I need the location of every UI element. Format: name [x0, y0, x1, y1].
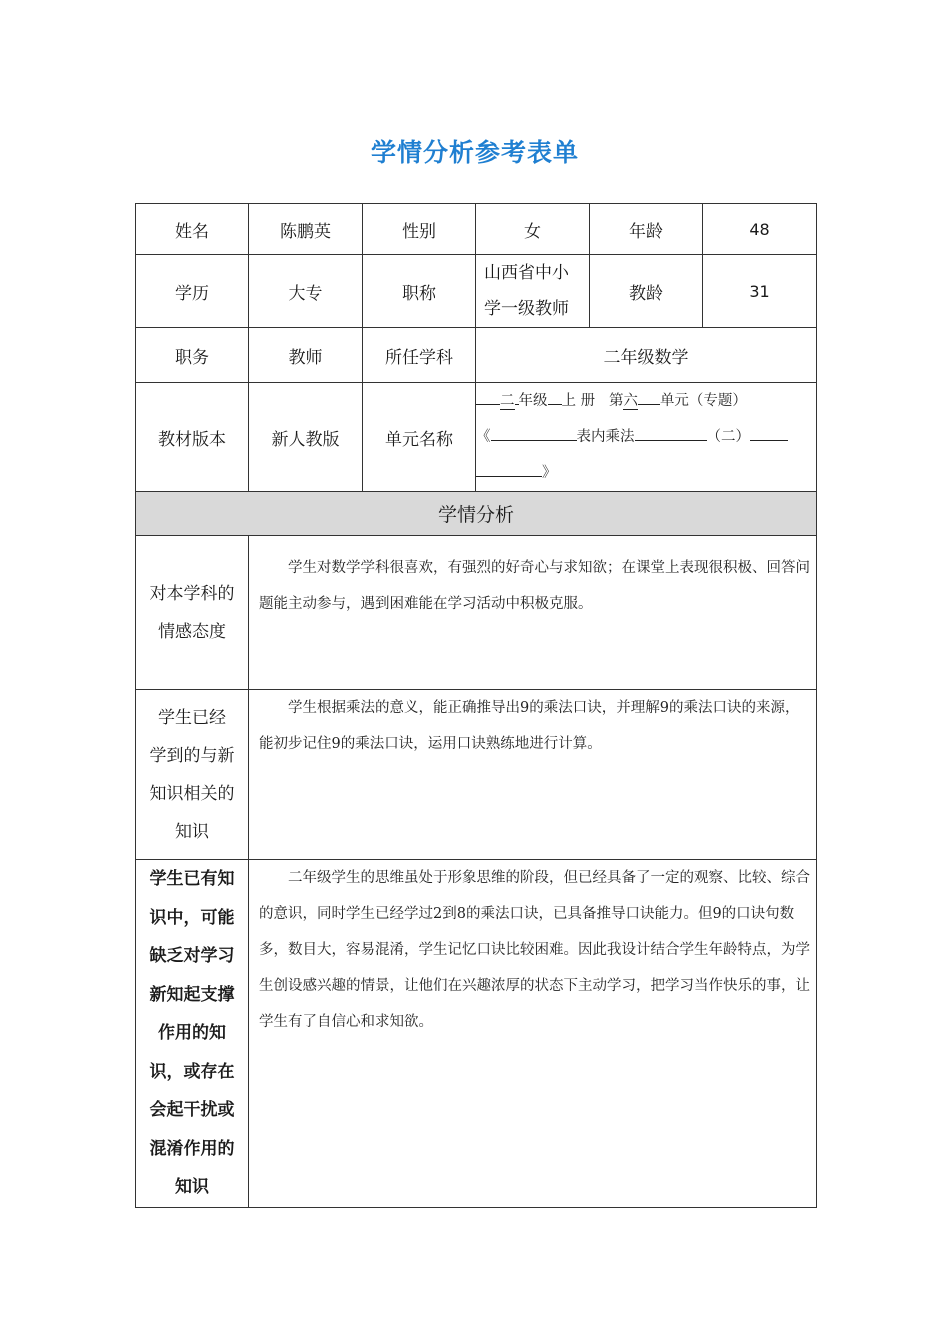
title-value	[476, 255, 590, 328]
subject-value: 二年级数学	[476, 328, 817, 383]
unit-grade: 二	[500, 393, 515, 409]
unit-line-1	[476, 383, 816, 419]
attitude-label-line: 对本学科的	[149, 583, 235, 604]
age-label: 年龄	[590, 204, 703, 255]
missing-knowledge-label-line: 会起干扰或	[149, 1100, 235, 1120]
page-title: 学情分析参考表单	[370, 138, 579, 167]
unit-open-bracket: 《	[476, 429, 491, 445]
unit-close-bracket: 》	[542, 465, 557, 481]
subject-label: 所任学科	[363, 328, 476, 383]
unit-volume-suffix: 册	[580, 393, 596, 409]
missing-knowledge-label-line: 学生已有知	[149, 869, 235, 889]
unit-volume: 上	[561, 393, 576, 409]
name-value: 陈鹏英	[249, 204, 363, 255]
prior-knowledge-label-line: 学生已经	[158, 707, 226, 728]
unit-label: 单元名称	[363, 383, 476, 492]
missing-knowledge-label-line: 缺乏对学习	[149, 946, 235, 966]
title-value-line-1: 山西省中小	[484, 263, 569, 283]
job-value: 教师	[249, 328, 363, 383]
info-row-textbook	[136, 383, 817, 492]
unit-line-3	[476, 455, 816, 491]
unit-name-value	[476, 383, 817, 492]
textbook-value: 新人教版	[249, 383, 363, 492]
info-row-job	[136, 328, 817, 383]
title-label: 职称	[363, 255, 476, 328]
job-label: 职务	[136, 328, 249, 383]
missing-knowledge-label	[136, 860, 249, 1208]
name-label: 姓名	[136, 204, 249, 255]
analysis-row-attitude	[136, 536, 817, 690]
teaching-age-value: 31	[703, 255, 817, 328]
unit-num-prefix: 第	[608, 393, 624, 409]
missing-knowledge-label-line: 识，或存在	[149, 1061, 235, 1082]
attitude-label-line: 情感态度	[158, 621, 226, 642]
info-row-name	[136, 204, 817, 255]
missing-knowledge-label-line: 识中，可能	[149, 907, 235, 928]
missing-knowledge-label-line: 混淆作用的	[149, 1138, 235, 1159]
teacher-analysis-table	[135, 203, 817, 1208]
gender-value: 女	[476, 204, 590, 255]
age-value: 48	[703, 204, 817, 255]
prior-knowledge-label	[136, 690, 249, 860]
prior-knowledge-label-line: 知识相关的	[149, 783, 235, 804]
section-header-row	[136, 492, 817, 536]
title-value-line-2: 学一级教师	[484, 299, 569, 319]
missing-knowledge-label-line: 新知起支撑	[149, 984, 235, 1005]
unit-num-suffix: 单元（专题）	[659, 393, 747, 409]
analysis-row-missing-knowledge	[136, 860, 817, 1208]
missing-knowledge-text: 二年级学生的思维虽处于形象思维的阶段，但已经具备了一定的观察、比较、综合的意识，同时学生已经学过2到8的乘法口诀，已具备推导口诀能力。但9的口诀句数多，数目大，容易混淆，学生记忆口诀比较困难。因此我设计结合学生年龄特点，为学生创设感兴趣的情景，让他们在兴趣浓厚的状态下主动学习，把学习当作快乐的事，让学生有了自信心和求知欲。	[259, 870, 810, 1030]
section-title: 学情分析	[136, 492, 817, 536]
unit-topic: 表内乘法	[576, 429, 635, 445]
teaching-age-label: 教龄	[590, 255, 703, 328]
missing-knowledge-label-line: 作用的知	[158, 1023, 226, 1043]
analysis-row-prior-knowledge	[136, 690, 817, 860]
prior-knowledge-label-line: 学到的与新	[149, 745, 235, 766]
attitude-text: 学生对数学学科很喜欢，有强烈的好奇心与求知欲；在课堂上表现很积极、回答问题能主动参与，遇到困难能在学习活动中积极克服。	[259, 560, 810, 612]
gender-label: 性别	[363, 204, 476, 255]
unit-grade-suffix: 年级	[518, 393, 548, 409]
prior-knowledge-text: 学生根据乘法的意义，能正确推导出9的乘法口诀，并理解9的乘法口诀的来源，能初步记住9的乘法口诀，运用口诀熟练地进行计算。	[259, 700, 800, 752]
missing-knowledge-label-line: 知识	[175, 1177, 209, 1197]
prior-knowledge-text-cell	[249, 690, 817, 860]
unit-line-2	[476, 419, 816, 455]
attitude-text-cell	[249, 536, 817, 690]
prior-knowledge-label-line: 知识	[175, 821, 209, 842]
education-label: 学历	[136, 255, 249, 328]
education-value: 大专	[249, 255, 363, 328]
unit-number: 六	[623, 393, 638, 409]
unit-part: （二）	[706, 429, 750, 445]
textbook-label: 教材版本	[136, 383, 249, 492]
info-row-education	[136, 255, 817, 328]
missing-knowledge-text-cell	[249, 860, 817, 1208]
attitude-label	[136, 536, 249, 690]
